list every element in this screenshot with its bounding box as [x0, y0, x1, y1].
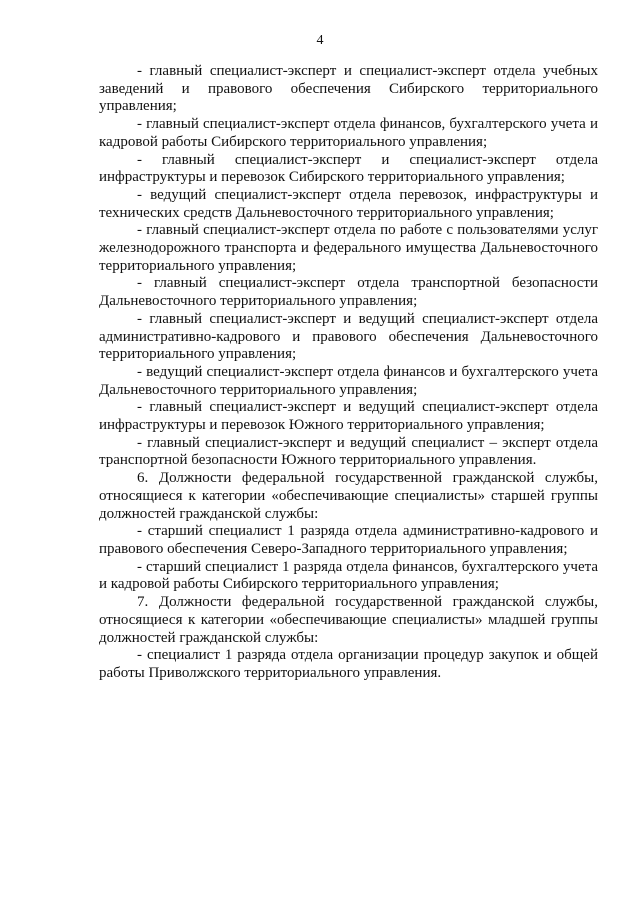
list-item: - старший специалист 1 разряда отдела финансов, бухгалтерского учета и кадровой работы Сибирского территориального управления; [99, 558, 598, 593]
page-number: 4 [316, 33, 324, 48]
list-item: - ведущий специалист-эксперт отдела финансов и бухгалтерского учета Дальневосточного территориального управления; [99, 363, 598, 398]
section-heading-7: 7. Должности федеральной государственной гражданской службы, относящиеся к категории «обеспечивающие специалисты» младшей группы должностей гражданской службы: [99, 594, 598, 646]
list-item: - специалист 1 разряда отдела организации процедур закупок и общей работы Приволжского территориального управления. [99, 647, 598, 681]
list-item: - главный специалист-эксперт и ведущий специалист – эксперт отдела транспортной безопасности Южного территориального управления. [99, 434, 598, 469]
list-item: - главный специалист-эксперт и специалист-эксперт отдела инфраструктуры и перевозок Сибирского территориального управления; [99, 151, 598, 186]
list-item: - главный специалист-эксперт и специалист-эксперт отдела учебных заведений и правового обеспечения Сибирского территориального управления; [99, 63, 598, 115]
list-item: - главный специалист-эксперт и ведущий специалист-эксперт отдела административно-кадрового и правового обеспечения Дальневосточного территориального управления; [99, 310, 598, 363]
list-item: - ведущий специалист-эксперт отдела перевозок, инфраструктуры и технических средств Дальневосточного территориального управления; [99, 186, 598, 221]
list-item: - главный специалист-эксперт отдела финансов, бухгалтерского учета и кадровой работы Сибирского территориального управления; [99, 116, 598, 150]
list-item: - старший специалист 1 разряда отдела административно-кадрового и правового обеспечения Северо-Западного территориального управления; [99, 523, 598, 557]
list-item: - главный специалист-эксперт отдела транспортной безопасности Дальневосточного территориального управления; [99, 275, 598, 310]
list-item: - главный специалист-эксперт отдела по работе с пользователями услуг железнодорожного транспорта и федерального имущества Дальневосточного территориального управления; [99, 222, 598, 274]
section-heading-6: 6. Должности федеральной государственной гражданской службы, относящиеся к категории «обеспечивающие специалисты» старшей группы должностей гражданской службы: [99, 470, 598, 522]
list-item: - главный специалист-эксперт и ведущий специалист-эксперт отдела инфраструктуры и перевозок Южного территориального управления; [99, 399, 598, 434]
document-body [99, 63, 598, 683]
